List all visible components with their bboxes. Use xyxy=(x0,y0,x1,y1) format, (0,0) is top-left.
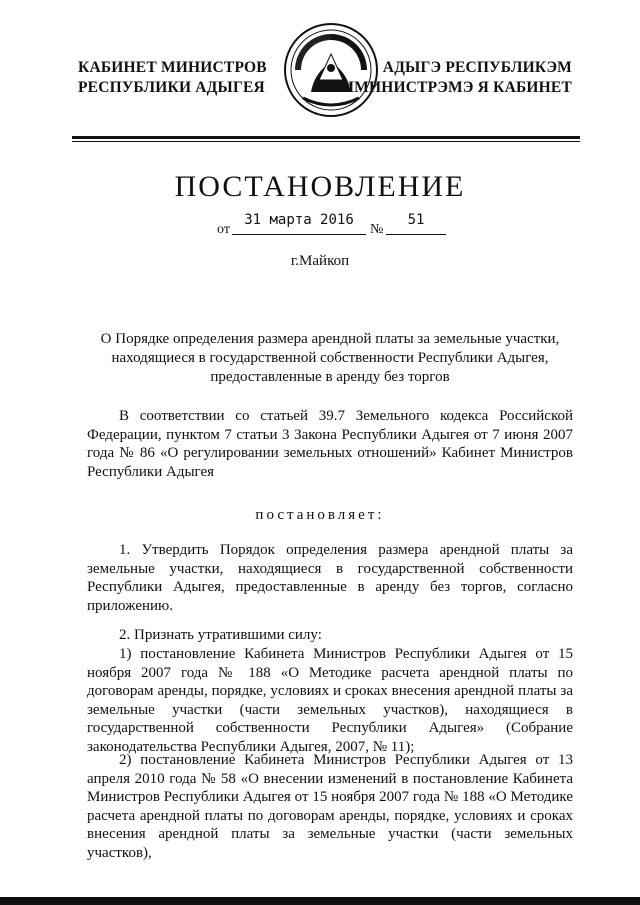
item-2-subitem-2: 2) постановление Кабинета Министров Республики Адыгея от 13 апреля 2010 года № 58 «О внесении изменений в постановление Кабинета Министров Республики Адыгея от 15 ноября 2007 года № 188 «О Методике расчета арендной платы по договорам аренды, порядке, условиях и сроках внесения арендной платы за земельные участки (части земельных участков), xyxy=(87,752,573,861)
document-title: ПОСТАНОВЛЕНИЕ xyxy=(174,170,466,203)
date-prefix: от xyxy=(217,222,230,237)
number-sign: № xyxy=(370,222,384,237)
date-underline xyxy=(232,234,366,235)
document-city: г.Майкоп xyxy=(290,253,350,269)
issuer-line-1: КАБИНЕТ МИНИСТРОВ xyxy=(78,59,267,76)
issuer-header-ady xyxy=(342,58,572,98)
number-underline xyxy=(386,234,446,235)
item-2-subitem-1: 1) постановление Кабинета Министров Республики Адыгея от 15 ноября 2007 года № 188 «О Методике расчета арендной платы по договорам аренды, порядке, условиях и сроках внесения арендной платы за земельные участки (части земельных участков), находящиеся в государственной собственности Республики Адыгея» (Собрание законодательства Республики Адыгея, 2007, № 11); xyxy=(87,646,573,755)
header-rule-thin xyxy=(72,141,580,142)
document-date: 31 марта 2016 xyxy=(244,212,354,228)
issuer-header-ru xyxy=(78,58,267,98)
preamble-paragraph: В соответствии со статьей 39.7 Земельного кодекса Российской Федерации, пунктом 7 статьи 3 Закона Республики Адыгея от 7 июня 2007 года № 86 «О регулировании земельных отношений» Кабинет Министров Республики Адыгея xyxy=(87,408,573,480)
issuer-line-2: РЕСПУБЛИКИ АДЫГЕЯ xyxy=(78,79,265,96)
date-number-line xyxy=(0,212,640,242)
item-1-paragraph: 1. Утвердить Порядок определения размера арендной платы за земельные участки, находящиеся в государственной собственности Республики Адыгея, предоставленные в аренду без торгов, согласно приложению. xyxy=(87,542,573,614)
document-subject: О Порядке определения размера арендной платы за земельные участки, находящиеся в государственной собственности Республики Адыгея, предоставленные в аренду без торгов xyxy=(100,331,560,385)
item-2-intro: 2. Признать утратившими силу: xyxy=(119,627,322,643)
header-rule-thick xyxy=(72,136,580,139)
document-number: 51 xyxy=(407,212,425,228)
issuer-line-ady-1: АДЫГЭ РЕСПУБЛИКЭМ xyxy=(382,59,572,76)
decree-word: постановляет: xyxy=(255,507,385,523)
issuer-line-ady-2: ИМИНИСТРЭМЭ Я КАБИНЕТ xyxy=(341,79,572,96)
scan-bottom-edge xyxy=(0,897,640,905)
